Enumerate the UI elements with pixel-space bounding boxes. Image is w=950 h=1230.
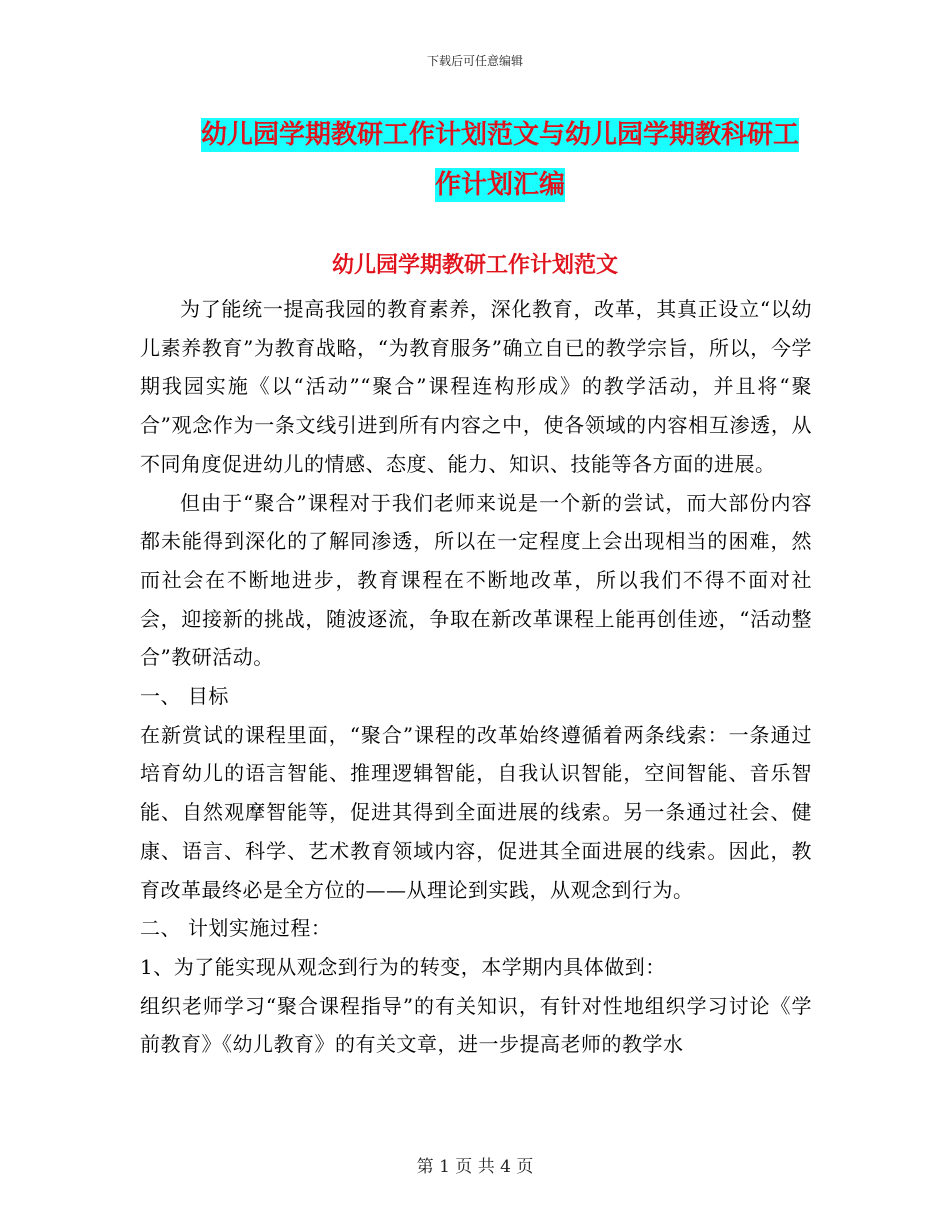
paragraph-step-1: 1、为了能实现从观念到行为的转变，本学期内具体做到： [140, 954, 666, 979]
paragraph-difficulty: 但由于“聚合”课程对于我们老师来说是一个新的尝试，而大部份内容都未能得到深化的了解同渗透，所以在一定程度上会出现相当的困难，然而社会在不断地进步，教育课程在不断地改革，所以我们不得不面对社会，迎接新的挑战，随波逐流，争取在新改革课程上能再创佳迹，“活动整合”教研活动。 [140, 490, 812, 670]
document-title-text: 幼儿园学期教研工作计划范文与幼儿园学期教科研工作计划汇编 [200, 120, 799, 200]
document-title [190, 110, 810, 210]
page-number: 第 1 页 共 4 页 [416, 1157, 534, 1177]
heading-implementation: 二、 计划实施过程： [140, 916, 332, 941]
paragraph-goals: 在新赏试的课程里面，“聚合”课程的改革始终遵循着两条线索：一条通过培育幼儿的语言智能、推理逻辑智能，自我认识智能，空间智能、音乐智能、自然观摩智能等，促进其得到全面进展的线索。另一条通过社会、健康、语言、科学、艺术教育领域内容，促进其全面进展的线索。因此，教育改革最终必是全方位的——从理论到实践，从观念到行为。 [140, 722, 812, 902]
page-header-note: 下载后可任意编辑 [426, 54, 523, 68]
paragraph-intro: 为了能统一提高我园的教育素养，深化教育，改革，其真正设立“以幼儿素养教育”为教育战略，“为教育服务”确立自已的教学宗旨，所以，今学期我园实施《以“活动”“聚合”课程连构形成》的教学活动，并且将“聚合”观念作为一条文线引进到所有内容之中，使各领域的内容相互渗透，从不同角度促进幼儿的情感、态度、能力、知识、技能等各方面的进展。 [140, 297, 812, 476]
heading-goals: 一、 目标 [140, 684, 229, 709]
paragraph-study: 组织老师学习“聚合课程指导”的有关知识，有针对性地组织学习讨论《学前教育》《幼儿教育》的有关文章，进一步提高老师的教学水 [140, 993, 812, 1057]
document-body [140, 290, 812, 1064]
section-title: 幼儿园学期教研工作计划范文 [331, 252, 618, 278]
